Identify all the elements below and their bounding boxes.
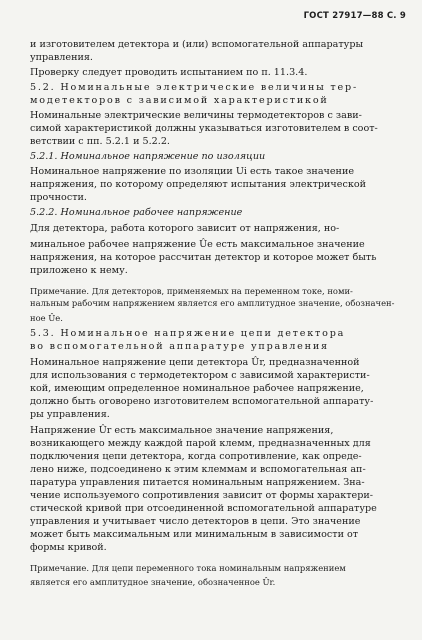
text-line: Для детектора, работа которого зависит от напряжения, но- [30,223,340,234]
text-line: и изготовителем детектора и (или) вспомогательной аппаратуры [30,39,364,50]
text-line: может быть максимальным или минимальным в зависимости от [30,529,359,540]
text-line: лено ниже, подсоединено к этим клеммам и вспомогательная ап- [30,464,366,475]
page-header: ГОСТ 27917—88 С. 9 [303,11,406,21]
text-line: напряжения, на которое рассчитан детектор и которое может быть [30,252,377,263]
text-line: является его амплитудное значение, обозначенное Ûr. [30,577,276,587]
text-line: Проверку следует проводить испытанием по п. 11.3.4. [30,67,308,78]
text-line: во вспомогательной аппаратуре управления [30,341,329,352]
text-line: 5.2.1. Номинальное напряжение по изоляции [30,151,266,162]
text-line: 5.2.2. Номинальное рабочее напряжение [30,207,243,218]
text-line: Номинальные электрические величины термодетекторов с зави- [30,110,362,121]
text-line: управления и учитывает число детекторов в цепи. Это значение [30,516,361,527]
text-line: управления. [30,52,93,63]
text-line: подключения цепи детектора, когда сопротивление, как опреде- [30,451,362,462]
text-line: 5.3. Номинальное напряжение цепи детектора [30,328,346,339]
text-line: кой, имеющим определенное номинальное рабочее напряжение, [30,383,364,394]
text-line: 5.2. Номинальные электрические величины тер- [30,82,358,93]
text-line: ное Ûe. [30,313,63,323]
text-line: модетекторов с зависимой характеристикой [30,95,329,106]
text-line: прочности. [30,192,87,203]
text-line: Напряжение Ûr есть максимальное значение напряжения, [30,425,334,436]
text-line: формы кривой. [30,542,107,553]
text-line: Номинальное напряжение по изоляции Ui есть такое значение [30,166,355,177]
text-line: для использования с термодетектором с зависимой характеристи- [30,370,370,381]
text-line: минальное рабочее напряжение Ûe есть максимальное значение [30,239,365,250]
text-line: ветствии с пп. 5.2.1 и 5.2.2. [30,136,170,147]
text-line: приложено к нему. [30,265,128,276]
text-line: Примечание. Для детекторов, применяемых на переменном токе, номи- [30,286,353,296]
text-line: симой характеристикой должны указываться изготовителем в соот- [30,123,378,134]
text-line: ры управления. [30,409,110,420]
text-line: возникающего между каждой парой клемм, предназначенных для [30,438,371,449]
text-line: Номинальное напряжение цепи детектора Ûr, предназначенной [30,357,360,368]
text-line: должно быть оговорено изготовителем вспомогательной аппарату- [30,396,374,407]
text-line: чение используемого сопротивления зависит от формы характери- [30,490,373,501]
text-line: нальным рабочим напряжением является его амплитудное значение, обозначен- [30,298,395,308]
text-line: напряжения, по которому определяют испытания электрической [30,179,366,190]
text-line: Примечание. Для цепи переменного тока номинальным напряжением [30,563,346,573]
text-line: паратура управления питается номинальным напряжением. Зна- [30,477,365,488]
text-line: стической кривой при отсоединенной вспомогательной аппаратуре [30,503,377,514]
